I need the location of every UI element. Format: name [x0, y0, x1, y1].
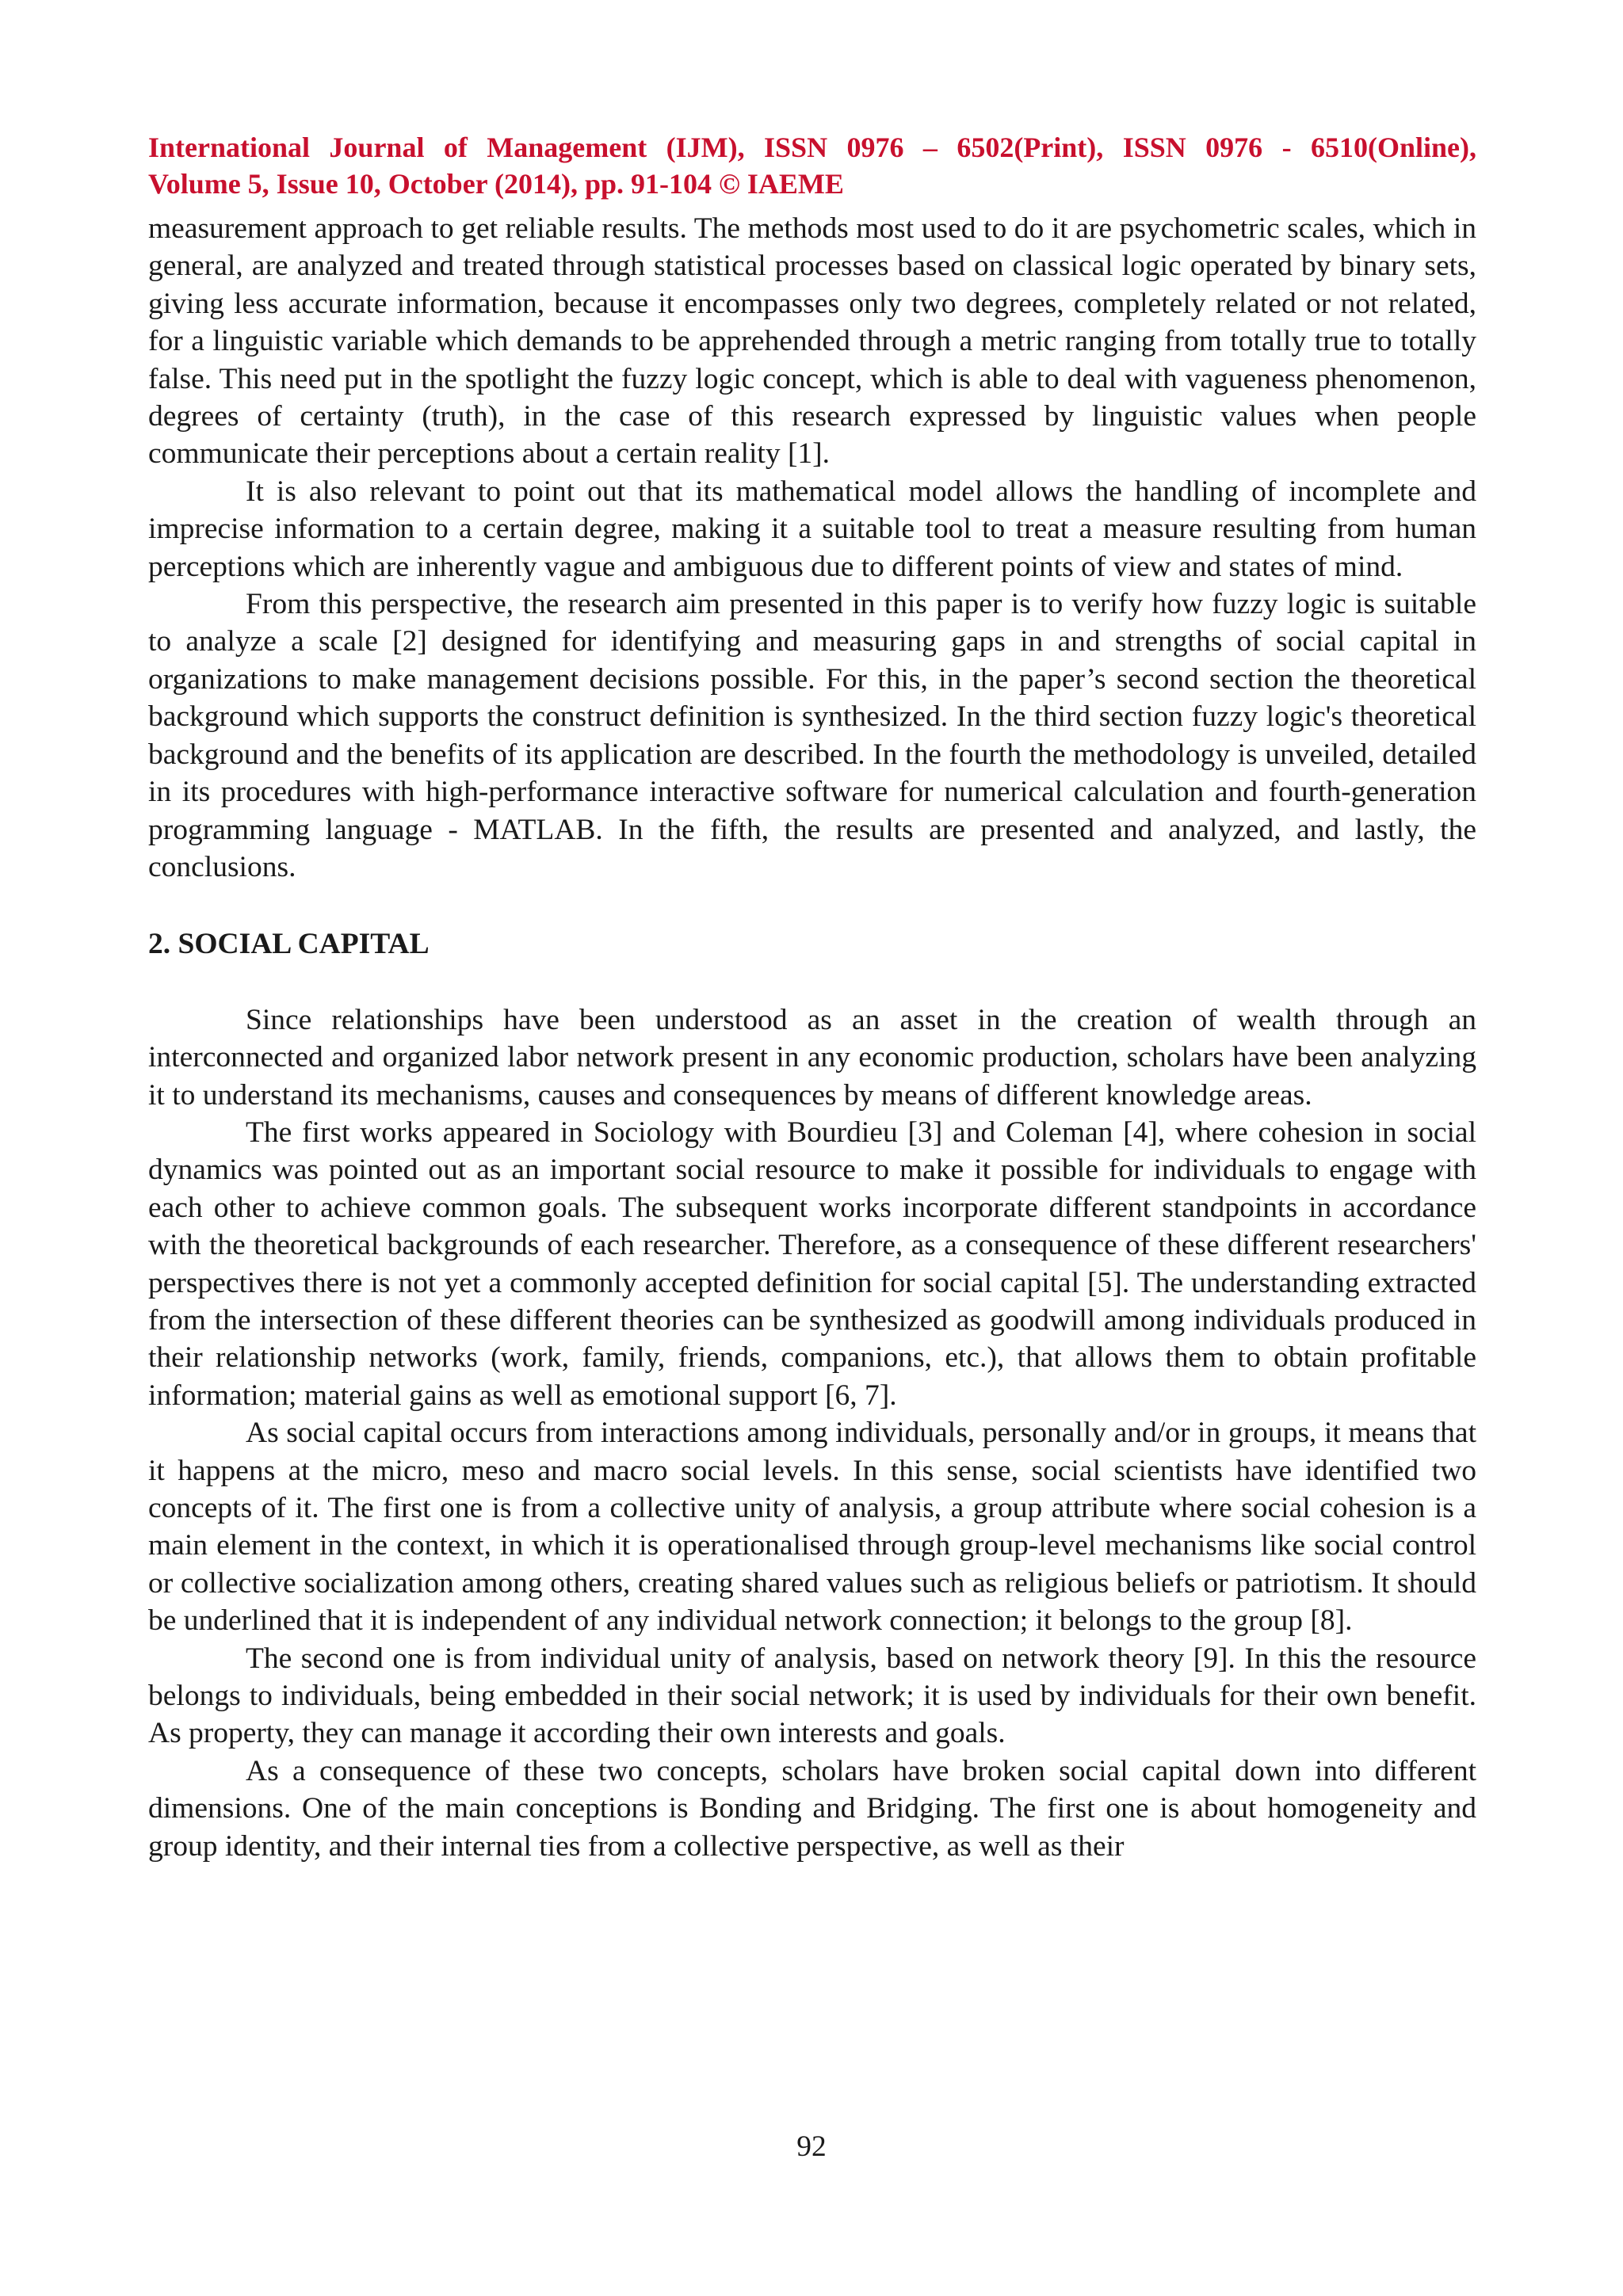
journal-header-line-2: Volume 5, Issue 10, October (2014), pp. 91-104 © IAEME	[148, 168, 844, 200]
journal-header-line-1: International Journal of Management (IJM), ISSN 0976 – 6502(Print), ISSN 0976 - 6510(Online),	[148, 132, 1476, 163]
social-capital-section	[148, 1001, 1476, 1865]
body-paragraph: As a consequence of these two concepts, scholars have broken social capital down into different dimensions. One of the main conceptions is Bonding and Bridging. The first one is about homogeneity and group identity, and their internal ties from a collective perspective, as well as their	[148, 1754, 1476, 1863]
page-number: 92	[796, 2130, 827, 2163]
body-paragraph: Since relationships have been understood as an asset in the creation of wealth through an interconnected and organized labor network present in any economic production, scholars have been analyzing it to understand its mechanisms, causes and consequences by means of different knowledge areas.	[148, 1003, 1476, 1112]
body-paragraph: The first works appeared in Sociology with Bourdieu [3] and Coleman [4], where cohesion in social dynamics was pointed out as an important social resource to make it possible for individuals to engage with each other to achieve common goals. The subsequent works incorporate different standpoints in accordance with the theoretical backgrounds of each researcher. Therefore, as a consequence of these different researchers' perspectives there is not yet a commonly accepted definition for social capital [5]. The understanding extracted from the intersection of these different theories can be synthesized as goodwill among individuals produced in their relationship networks (work, family, friends, companions, etc.), that allows them to obtain profitable information; material gains as well as emotional support [6, 7].	[148, 1116, 1476, 1412]
body-paragraph: As social capital occurs from interactions among individuals, personally and/or in groups, it means that it happens at the micro, meso and macro social levels. In this sense, social scientists have identified two concepts of it. The first one is from a collective unity of analysis, a group attribute where social cohesion is a main element in the context, in which it is operationalised through group-level mechanisms like social control or collective socialization among others, creating shared values such as religious beliefs or patriotism. It should be underlined that it is independent of any individual network connection; it belongs to the group [8].	[148, 1417, 1476, 1638]
journal-header	[148, 129, 1476, 202]
body-paragraph: The second one is from individual unity of analysis, based on network theory [9]. In this the resource belongs to individuals, being embedded in their social network; it is used by individuals for their own benefit. As property, they can manage it according their own interests and goals.	[148, 1642, 1476, 1750]
body-paragraph: It is also relevant to point out that its mathematical model allows the handling of incomplete and imprecise information to a certain degree, making it a suitable tool to treat a measure resulting from human perceptions which are inherently vague and ambiguous due to different points of view and states of mind.	[148, 475, 1476, 583]
body-paragraph: From this perspective, the research aim presented in this paper is to verify how fuzzy logic is suitable to analyze a scale [2] designed for identifying and measuring gaps in and strengths of social capital in organizations to make management decisions possible. For this, in the paper’s second section the theoretical background which supports the construct definition is synthesized. In the third section fuzzy logic's theoretical background and the benefits of its application are described. In the fourth the methodology is unveiled, detailed in its procedures with high-performance interactive software for numerical calculation and fourth-generation programming language - MATLAB. In the fifth, the results are presented and analyzed, and lastly, the conclusions.	[148, 588, 1476, 883]
journal-page	[148, 129, 1476, 1865]
section-heading: 2. SOCIAL CAPITAL	[148, 928, 430, 961]
intro-section	[148, 210, 1476, 886]
body-paragraph: measurement approach to get reliable results. The methods most used to do it are psychometric scales, which in general, are analyzed and treated through statistical processes based on classical logic operated by binary sets, giving less accurate information, because it encompasses only two degrees, completely related or not related, for a linguistic variable which demands to be apprehended through a metric ranging from totally true to totally false. This need put in the spotlight the fuzzy logic concept, which is able to deal with vagueness phenomenon, degrees of certainty (truth), in the case of this research expressed by linguistic values when people communicate their perceptions about a certain reality [1].	[148, 212, 1476, 471]
